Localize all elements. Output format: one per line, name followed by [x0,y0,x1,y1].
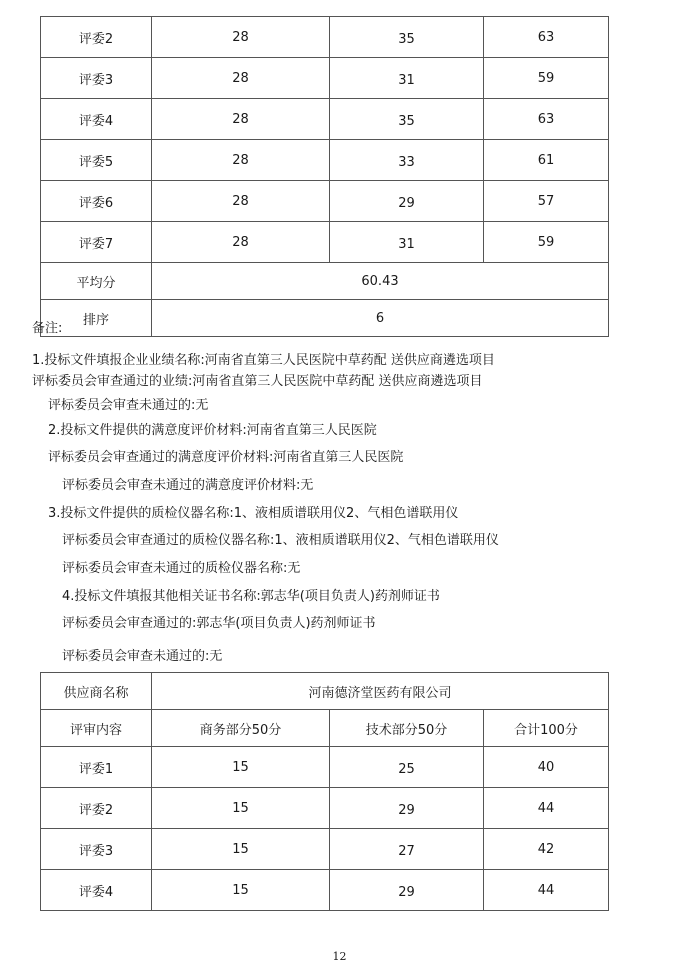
technical-score: 35 [330,99,484,140]
judge-label: 评委2 [41,17,152,58]
header-row [41,710,609,747]
remark-line: 评标委员会审查未通过的质检仪器名称:无 [62,561,301,576]
business-score: 28 [152,58,330,99]
remark-line: 评标委员会审查未通过的满意度评价材料:无 [62,478,314,493]
total-score: 44 [484,788,609,829]
table-row [41,222,609,263]
table-row [41,829,609,870]
remark-line: 评标委员会审查通过的满意度评价材料:河南省直第三人民医院 [48,450,404,465]
remark-line: 评标委员会审查未通过的:无 [62,649,223,664]
total-score: 40 [484,747,609,788]
judge-label: 评委3 [41,58,152,99]
judge-label: 评委5 [41,140,152,181]
supplier-label: 供应商名称 [41,673,152,710]
technical-score: 35 [330,17,484,58]
table-row [41,788,609,829]
business-score: 15 [152,870,330,911]
remark-line: 评标委员会审查通过的:郭志华(项目负责人)药剂师证书 [62,616,376,631]
table-row [41,747,609,788]
judge-label: 评委4 [41,99,152,140]
judge-label: 评委3 [41,829,152,870]
technical-score: 33 [330,140,484,181]
total-score: 44 [484,870,609,911]
total-score: 57 [484,181,609,222]
total-score: 63 [484,99,609,140]
judge-label: 评委4 [41,870,152,911]
technical-score: 31 [330,222,484,263]
technical-score: 29 [330,870,484,911]
remark-line: 评标委员会审查通过的业绩:河南省直第三人民医院中草药配 送供应商遴选项目 [32,374,483,389]
table-row [41,140,609,181]
business-score: 15 [152,788,330,829]
judge-label: 评委7 [41,222,152,263]
technical-score: 25 [330,747,484,788]
supplier-row [41,673,609,710]
header-total: 合计100分 [484,710,609,747]
total-score: 61 [484,140,609,181]
business-score: 28 [152,222,330,263]
remarks-title: 备注: [32,321,63,336]
table-row [41,870,609,911]
score-table-bottom [40,672,609,911]
business-score: 28 [152,181,330,222]
remark-line: 4.投标文件填报其他相关证书名称:郭志华(项目负责人)药剂师证书 [62,589,440,604]
average-value: 60.43 [152,263,609,300]
header-technical: 技术部分50分 [330,710,484,747]
technical-score: 31 [330,58,484,99]
rank-row [41,300,609,337]
business-score: 28 [152,99,330,140]
total-score: 59 [484,222,609,263]
score-table-top [40,16,609,337]
table-row [41,99,609,140]
judge-label: 评委1 [41,747,152,788]
judge-label: 评委2 [41,788,152,829]
header-business: 商务部分50分 [152,710,330,747]
table-row [41,17,609,58]
technical-score: 29 [330,181,484,222]
business-score: 28 [152,17,330,58]
technical-score: 27 [330,829,484,870]
judge-label: 评委6 [41,181,152,222]
business-score: 28 [152,140,330,181]
average-label: 平均分 [41,263,152,300]
rank-value: 6 [152,300,609,337]
total-score: 42 [484,829,609,870]
business-score: 15 [152,829,330,870]
remark-line: 评标委员会审查未通过的:无 [48,398,209,413]
remark-line: 3.投标文件提供的质检仪器名称:1、液相质谱联用仪2、气相色谱联用仪 [48,506,459,521]
technical-score: 29 [330,788,484,829]
rank-label: 排序 [41,300,152,337]
total-score: 59 [484,58,609,99]
remark-line: 1.投标文件填报企业业绩名称:河南省直第三人民医院中草药配 送供应商遴选项目 [32,353,495,368]
business-score: 15 [152,747,330,788]
table-row [41,58,609,99]
remark-line: 2.投标文件提供的满意度评价材料:河南省直第三人民医院 [48,423,377,438]
supplier-name: 河南德济堂医药有限公司 [152,673,609,710]
header-review-content: 评审内容 [41,710,152,747]
remark-line: 评标委员会审查通过的质检仪器名称:1、液相质谱联用仪2、气相色谱联用仪 [62,533,499,548]
total-score: 63 [484,17,609,58]
average-row [41,263,609,300]
page-number: 12 [332,950,347,963]
table-row [41,181,609,222]
